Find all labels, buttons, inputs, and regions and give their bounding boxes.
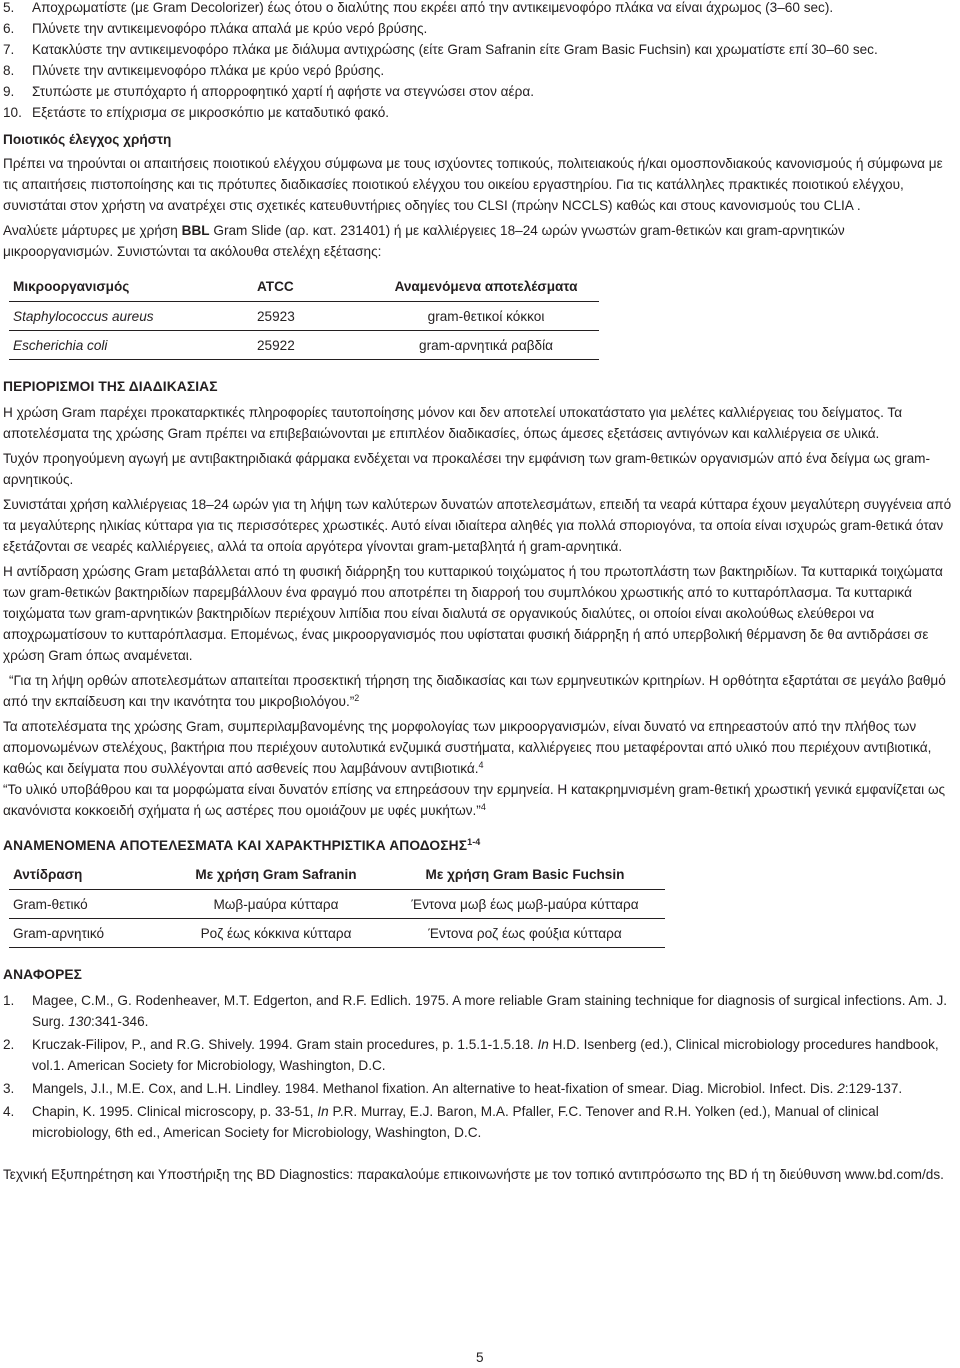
table-header-row — [9, 274, 599, 302]
table-cell: Gram-θετικό — [9, 890, 167, 919]
footnote-ref: 4 — [480, 802, 486, 812]
limitations-paragraph: Τα αποτελέσματα της χρώσης Gram, συμπεριλαμβανομένης της μορφολογίας των μικροοργανισμών, είναι δυνατό να επηρεαστούν από την πλήθος των απομονωμένων στελέχους, βακτήρια που περιέχουν αυτολυτικά ενζυμικά συστήματα, καλλιέργειες που μεταφέρονται από υλικό που περιέχουν αντιβιοτικά, καθώς και δείγματα που συλλέγονται από ασθενείς που λαμβάνουν αντιβιοτικά.$^4$ — [3, 719, 932, 776]
table-header-row — [9, 862, 665, 890]
limitations-quote: “Για τη λήψη ορθών αποτελεσμάτων απαιτείται προσεκτική τήρηση της διαδικασίας και των ερμηνευτικών κριτηρίων. Η ορθότητα εξαρτάται σε μεγάλο βαθμό από την εκπαίδευση και την ικανότητα του μικροβιολόγου.”$^2$ — [3, 673, 946, 709]
expected-results-heading: ΑΝΑΜΕΝΟΜΕΝΑ ΑΠΟΤΕΛΕΣΜΑΤΑ ΚΑΙ ΧΑΡΑΚΤΗΡΙΣΤΙΚΑ ΑΠΟΔΟΣΗΣ$^{1-4}$ — [3, 837, 481, 853]
limitations-paragraph: Συνιστάται χρήση καλλιέργειας 18–24 ωρών για τη λήψη των καλύτερων δυνατών αποτελεσμάτων, επειδή τα νεαρά κύτταρα έχουν μεγαλύτερη συγγένεια από τα μεγαλύτερης ηλικίας κύτταρα για τις περισσότερες χρωστικές. Αυτό είναι ιδιαίτερα αληθές για πολλά σποριογόνα, τα οποία είναι ισχυρώς gram-θετικά όταν εξετάζονται σε νεαρές καλλιέργειες, αλλά τα οποία αργότερα γίνονται gram-μεταβλητά ή gram-αρνητικά. — [3, 497, 952, 554]
table-cell: Έντονα ροζ έως φούξια κύτταρα — [385, 919, 665, 948]
footnote-ref: 2 — [354, 693, 360, 703]
table-cell: Μωβ-μαύρα κύτταρα — [167, 890, 385, 919]
procedure-step: 10. Εξετάστε το επίχρισμα σε μικροσκόπιο με καταδυτικό φακό. — [3, 105, 390, 120]
qc-paragraph: Πρέπει να τηρούνται οι απαιτήσεις ποιοτικού ελέγχου σύμφωνα με τους ισχύοντες τοπικούς, πολιτειακούς ή/και ομοσπονδιακούς κανονισμούς ή σύμφωνα με τις απαιτήσεις πιστοποίησης και τις πρότυπες διαδικασίες ποιοτικού ελέγχου του οικείου εργαστηρίου. Για τις κατάλληλες πρακτικές ποιοτικού ελέγχου, συνιστάται στον χρήστη να ανατρέχει στις σχετικές κατευθυντήριες οδηγίες του CLSI (πρώην NCCLS) καθώς και στους κανονισμούς του CLIA . — [3, 156, 943, 213]
column-header: Με χρήση Gram Safranin — [167, 862, 385, 890]
column-header: Αναμενόμενα αποτελέσματα — [373, 274, 599, 302]
procedure-step: 8. Πλύνετε την αντικειμενοφόρο πλάκα με κρύο νερό βρύσης. — [3, 63, 385, 78]
table-cell: 25923 — [253, 302, 373, 331]
table-cell: Έντονα μωβ έως μωβ-μαύρα κύτταρα — [385, 890, 665, 919]
table-cell: gram-θετικοί κόκκοι — [373, 302, 599, 331]
procedure-steps — [3, 0, 955, 123]
footnote-ref: 1-4 — [467, 837, 481, 847]
references-heading: ΑΝΑΦΟΡΕΣ — [3, 967, 83, 982]
footnote-ref: 4 — [478, 760, 484, 770]
procedure-step: 7. Κατακλύστε την αντικειμενοφόρο πλάκα με διάλυμα αντιχρώσης (είτε Gram Safranin είτε Gram Basic Fuchsin) και χρωματίστε επί 30–60 sec. — [3, 42, 878, 57]
procedure-step: 6. Πλύνετε την αντικειμενοφόρο πλάκα απαλά με κρύο νερό βρύσης. — [3, 21, 428, 36]
limitations-paragraph: Τυχόν προηγούμενη αγωγή με αντιβακτηριδιακά φάρμακα ενδέχεται να προκαλέσει την εμφάνιση των gram-θετικών οργανισμών από ένα δείγμα ως gram-αρνητικούς. — [3, 451, 930, 487]
qc-strains-table — [9, 274, 599, 360]
column-header: Μικροοργανισμός — [9, 274, 253, 302]
document-page — [3, 0, 955, 1189]
qc-controls-paragraph: Αναλύετε μάρτυρες με χρήση BBL Gram Slide (αρ. κατ. 231401) ή με καλλιέργειες 18–24 ωρών γνωστών gram-θετικών και gram-αρνητικών μικροοργανισμών. Συνιστώνται τα ακόλουθα στελέχη εξέτασης: — [3, 223, 845, 259]
table-row — [9, 890, 665, 919]
column-header: Με χρήση Gram Basic Fuchsin — [385, 862, 665, 890]
limitations-heading: ΠΕΡΙΟΡΙΣΜΟΙ ΤΗΣ ΔΙΑΔΙΚΑΣΙΑΣ — [3, 379, 218, 394]
reference-item: 4. Chapin, K. 1995. Clinical microscopy, p. 33-51, In P.R. Murray, E.J. Baron, M.A. Pfaller, F.C. Tenover and R.H. Yolken (ed.), Manual of clinical microbiology, 6th ed., American Society for Microbiology, Washington, D.C. — [3, 1104, 879, 1140]
table-cell: 25922 — [253, 331, 373, 360]
limitations-quote: “Το υλικό υποβάθρου και τα μορφώματα είναι δυνατόν επίσης να επηρεάσουν την ερμηνεία. Η κατακρημνισμένη gram-θετική χρωστική γενικά εμφανίζεται ως ακανόνιστα κοκκοειδή σχήματα ή ως αστέρες που ομοιάζουν με υφές μυκήτων.”$^4$ — [3, 782, 946, 818]
table-cell: Gram-αρνητικό — [9, 919, 167, 948]
table-cell: Staphylococcus aureus — [9, 302, 253, 331]
qc-heading: Ποιοτικός έλεγχος χρήστη — [3, 132, 172, 147]
expected-results-table — [9, 862, 665, 948]
reference-item: 1. Magee, C.M., G. Rodenheaver, M.T. Edgerton, and R.F. Edlich. 1975. A more reliable Gram staining technique for diagnosis of surgical infections. Am. J. Surg. 130:341-346. — [3, 993, 948, 1029]
limitations-paragraph: Η χρώση Gram παρέχει προκαταρκτικές πληροφορίες ταυτοποίησης μόνον και δεν αποτελεί υποκατάστατο για μελέτες καλλιέργειας του δείγματος. Τα αποτελέσματα της χρώσης Gram πρέπει να επιβεβαιώνονται με επιπλέον διαδικασίες, όπως άμεσες εξετάσεις αντιγόνων και καλλιέργεια σε υλικά. — [3, 405, 903, 441]
table-row — [9, 331, 599, 360]
technical-support-contact: Τεχνική Εξυπηρέτηση και Υποστήριξη της BD Diagnostics: παρακαλούμε επικοινωνήστε με τον τοπικό αντιπρόσωπο της BD ή τη διεύθυνση www.bd.com/ds. — [3, 1167, 944, 1182]
procedure-step: 9. Στυπώστε με στυπόχαρτο ή απορροφητικό χαρτί ή αφήστε να στεγνώσει στον αέρα. — [3, 84, 534, 99]
page-number: 5 — [476, 1350, 484, 1365]
table-cell: Escherichia coli — [9, 331, 253, 360]
reference-item: 2. Kruczak-Filipov, P., and R.G. Shively. 1994. Gram stain procedures, p. 1.5.1-1.5.18. In H.D. Isenberg (ed.), Clinical microbiology procedures handbook, vol.1. American Society for Microbiology, Washington, D.C. — [3, 1037, 939, 1073]
table-row — [9, 302, 599, 331]
reference-item: 3. Mangels, J.I., M.E. Cox, and L.H. Lindley. 1984. Methanol fixation. An alternative to heat-fixation of smear. Diag. Microbiol. Infect. Dis. 2:129-137. — [3, 1081, 903, 1096]
references-list — [3, 990, 955, 1143]
table-cell: gram-αρνητικά ραβδία — [373, 331, 599, 360]
procedure-step: 5. Αποχρωματίστε (με Gram Decolorizer) έως ότου ο διαλύτης που εκρέει από την αντικειμενοφόρο πλάκα να είναι άχρωμος (3–60 sec). — [3, 0, 834, 15]
table-row — [9, 919, 665, 948]
column-header: Αντίδραση — [9, 862, 167, 890]
table-cell: Ροζ έως κόκκινα κύτταρα — [167, 919, 385, 948]
limitations-paragraph: Η αντίδραση χρώσης Gram μεταβάλλεται από τη φυσική διάρρηξη του κυτταρικού τοιχώματος ή του πρωτοπλάστη των βακτηριδίων. Τα κυτταρικά τοιχώματα των gram-θετικών βακτηριδίων παρεμβάλλουν ένα φραγμό που αποτρέπει τη διαρροή του συμπλόκου χρωστικής από το κυτταρόπλασμα. Τα κυτταρικά τοιχώματα των gram-αρνητικών βακτηριδίων περιέχουν λιπίδια που είναι διαλυτά σε οργανικούς διαλύτες, οι οποίοι είναι ακολούθως ελεύθεροι να αποχρωματίσουν το κυτταρόπλασμα. Επομένως, ένας μικροοργανισμός που υφίσταται φυσική διάρρηξη ή από υπερβολική θέρμανση δε θα αντιδράσει σε χρώση Gram όπως αναμένεται. — [3, 564, 943, 663]
column-header: ATCC — [253, 274, 373, 302]
